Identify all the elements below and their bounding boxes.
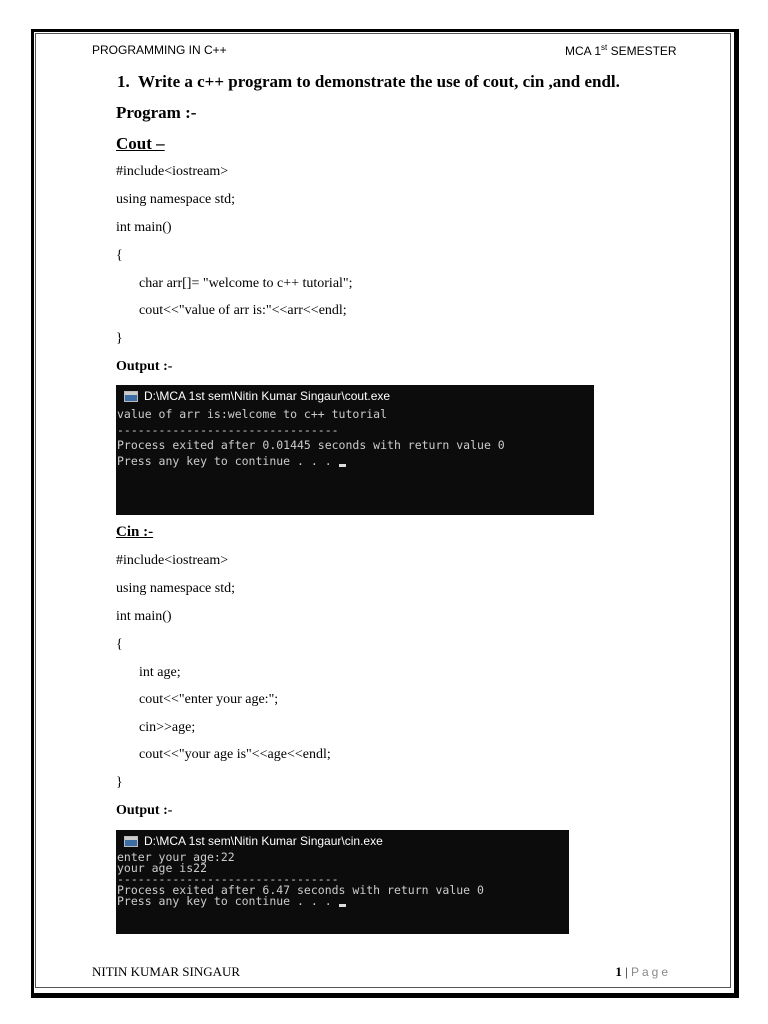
console-line: your age is22 [117, 861, 208, 875]
console-line: Press any key to continue . . . [117, 894, 339, 908]
header-semester: MCA 1st SEMESTER [565, 43, 677, 58]
code-line: int age; [139, 665, 181, 680]
console-line: Process exited after 6.47 seconds with return value 0 [117, 883, 484, 897]
output-label: Output :- [116, 803, 173, 818]
page-number: 1 | Page [615, 964, 671, 979]
console-line: Press any key to continue . . . [117, 453, 339, 468]
console-line: -------------------------------- [117, 872, 339, 886]
console-title: D:\MCA 1st sem\Nitin Kumar Singaur\cin.exe [144, 834, 383, 848]
code-line: } [116, 331, 123, 346]
footer-author: NITIN KUMAR SINGAUR [92, 964, 241, 979]
console-line: -------------------------------- [117, 422, 339, 437]
code-line: int main() [116, 609, 172, 624]
code-line: { [116, 248, 123, 263]
header-course: PROGRAMMING IN C++ [92, 43, 227, 57]
console-line: value of arr is:welcome to c++ tutorial [117, 407, 388, 421]
console-window-cout [116, 385, 594, 515]
cursor-icon [339, 904, 346, 907]
code-line: } [116, 775, 123, 790]
cin-heading: Cin :- [116, 524, 154, 540]
code-line: cout<<"value of arr is:"<<arr<<endl; [139, 303, 347, 318]
code-line: using namespace std; [116, 581, 235, 596]
console-line: enter your age:22 [117, 850, 235, 864]
question-title: 1. Write a c++ program to demonstrate the use of cout, cin ,and endl. [117, 72, 620, 91]
code-line: cout<<"enter your age:"; [139, 692, 279, 707]
code-line: { [116, 637, 123, 652]
code-line: #include<iostream> [116, 164, 229, 179]
code-line: #include<iostream> [116, 553, 229, 568]
cursor-icon [339, 464, 346, 467]
cout-heading: Cout – [116, 134, 165, 153]
code-line: using namespace std; [116, 192, 235, 207]
console-window-cin [116, 830, 569, 934]
code-line: cin>>age; [139, 720, 196, 735]
program-label: Program :- [116, 103, 197, 122]
output-label: Output :- [116, 359, 173, 374]
code-line: cout<<"your age is"<<age<<endl; [139, 747, 331, 762]
console-line: Process exited after 0.01445 seconds with return value 0 [117, 438, 505, 452]
console-title: D:\MCA 1st sem\Nitin Kumar Singaur\cout.exe [144, 389, 391, 403]
code-line: int main() [116, 220, 172, 235]
code-line: char arr[]= "welcome to c++ tutorial"; [139, 276, 353, 291]
console-icon [124, 836, 138, 847]
console-icon [124, 391, 138, 402]
